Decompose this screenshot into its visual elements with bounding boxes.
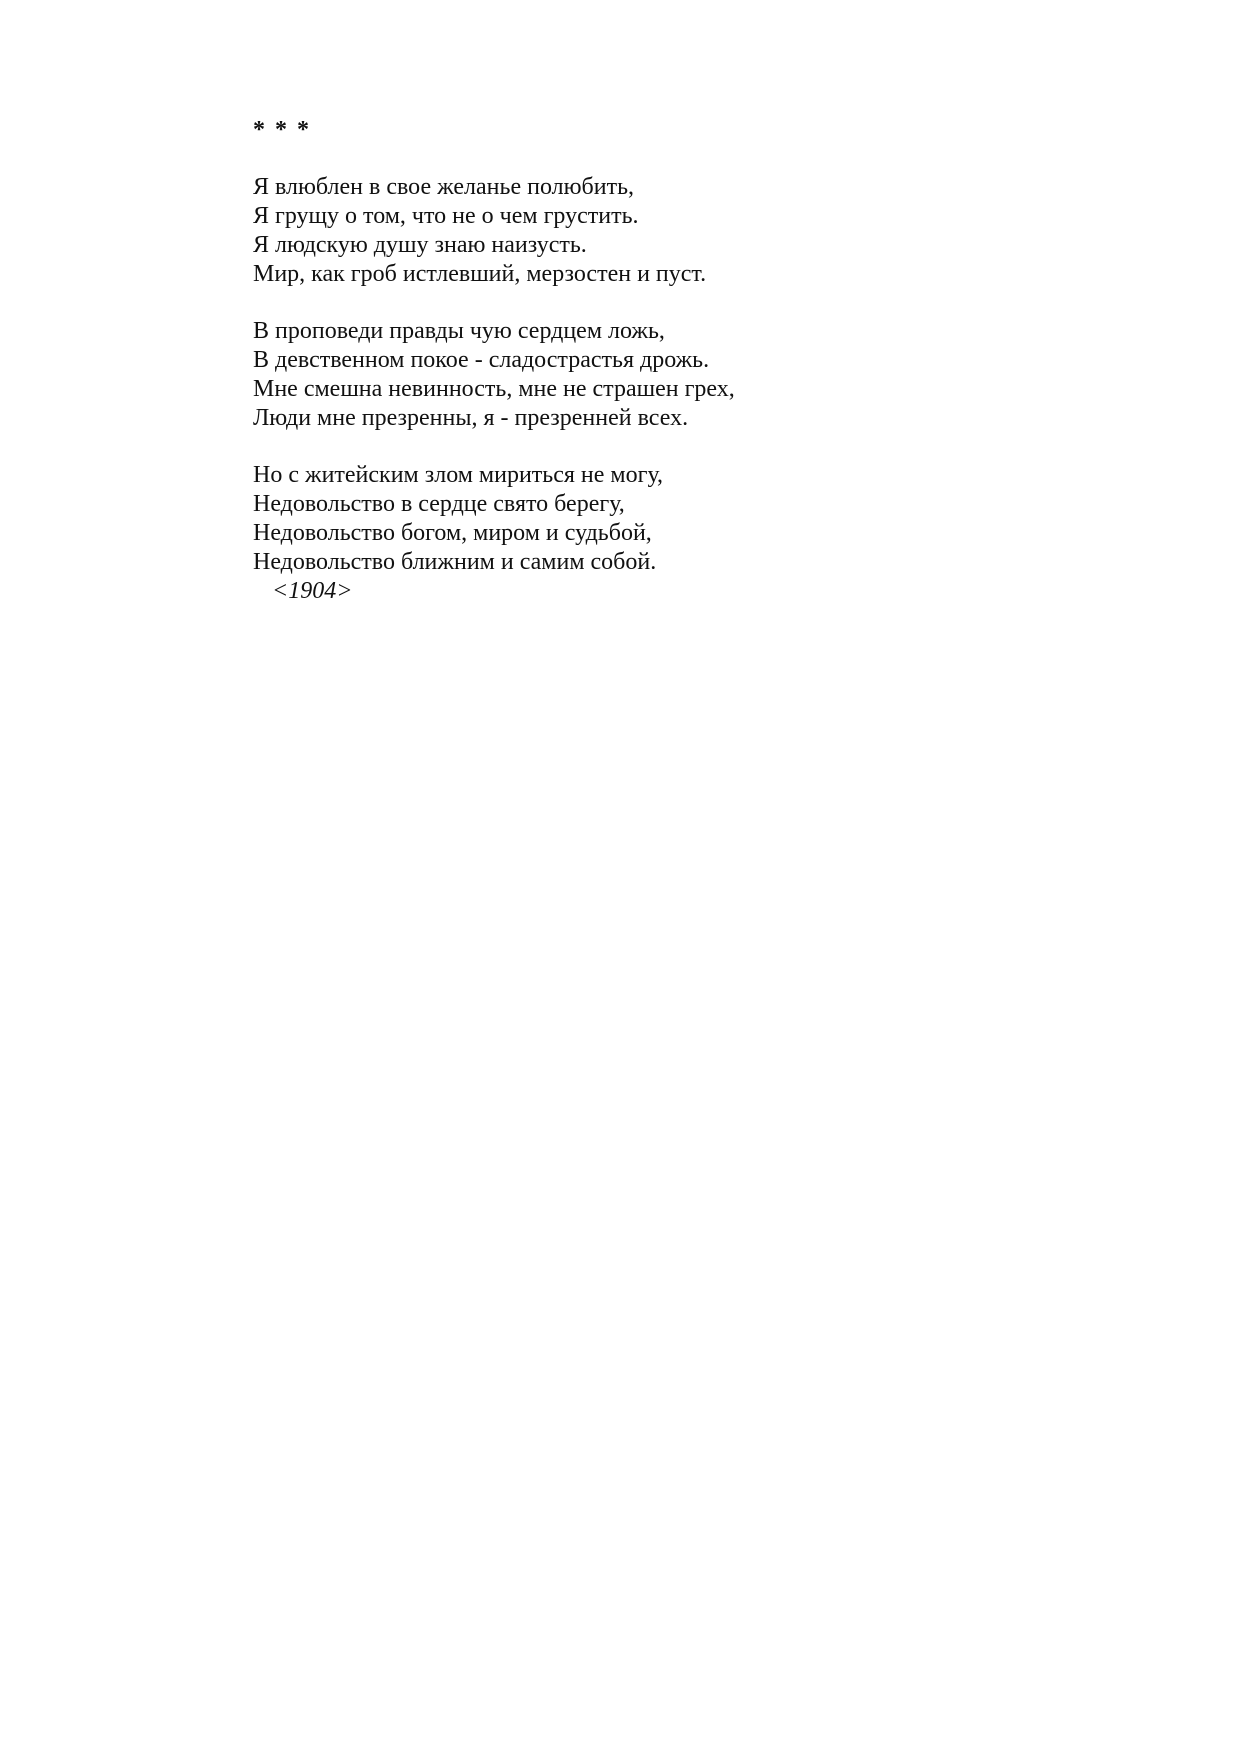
- poem-line: Недовольство богом, миром и судьбой,: [253, 520, 652, 546]
- stanza-1: [253, 173, 953, 289]
- stanza-3: [253, 461, 953, 577]
- poem-line: Я грущу о том, что не о чем грустить.: [253, 203, 639, 229]
- stanza-2: [253, 317, 953, 433]
- poem-line: Недовольство в сердце свято берегу,: [253, 491, 625, 517]
- poem-line: Люди мне презренны, я - презренней всех.: [253, 405, 689, 431]
- poem-line: Я влюблен в свое желанье полюбить,: [253, 174, 635, 200]
- poem-line: Мне смешна невинность, мне не страшен грех,: [253, 376, 735, 402]
- poem-date: <1904>: [272, 578, 353, 604]
- poem-line: Я людскую душу знаю наизусть.: [253, 232, 587, 258]
- poem-line: Мир, как гроб истлевший, мерзостен и пуст.: [253, 261, 707, 287]
- poem-heading: * * *: [253, 117, 311, 143]
- poem-line: Но с житейским злом мириться не могу,: [253, 462, 664, 488]
- poem: [253, 116, 953, 606]
- poem-line: В девственном покое - сладострастья дрожь.: [253, 347, 710, 373]
- poem-line: Недовольство ближним и самим собой.: [253, 549, 657, 575]
- poem-line: В проповеди правды чую сердцем ложь,: [253, 318, 665, 344]
